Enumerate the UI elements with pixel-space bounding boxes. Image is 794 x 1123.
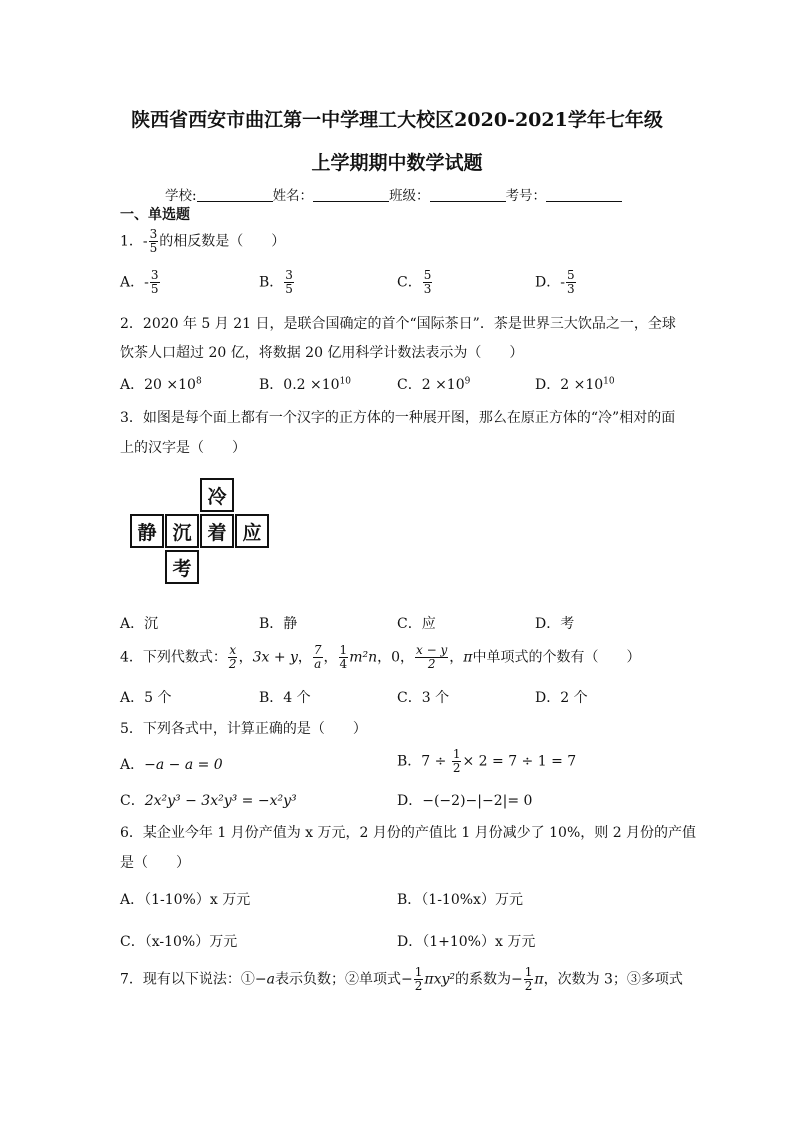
q6-option-d[interactable]: D．（1+10%）x 万元: [397, 934, 536, 950]
q1-denominator: 5: [149, 241, 158, 255]
option-denominator: 5: [285, 282, 293, 296]
expr-3-numerator: 7: [313, 643, 322, 657]
option-numerator: 5: [566, 268, 575, 282]
net-cell-1: 静: [130, 514, 164, 548]
q5-option-a[interactable]: [120, 754, 223, 774]
class-blank[interactable]: [430, 201, 506, 202]
q1-option-a[interactable]: [120, 269, 161, 296]
option-base: 2 ×10: [560, 377, 604, 393]
net-cell-bottom: 考: [165, 550, 199, 584]
q6-option-c[interactable]: C．（x-10%）万元: [120, 934, 238, 950]
option-label: A．: [120, 274, 145, 291]
option-sign: -: [144, 274, 149, 291]
separator: ，: [297, 649, 312, 666]
school-label: 学校:: [165, 188, 197, 204]
option-exponent: 9: [464, 376, 471, 387]
section-heading: 一、单选题: [120, 207, 190, 223]
option-exponent: 8: [195, 376, 202, 387]
question-7: [120, 966, 683, 993]
option-fraction: [284, 269, 294, 296]
option-exponent: 10: [339, 376, 352, 387]
q1-option-b[interactable]: [259, 269, 295, 296]
q1-number: 1．: [120, 233, 143, 250]
option-base: 0.2 ×10: [283, 377, 340, 393]
separator: ，: [238, 649, 253, 666]
separator: ，: [400, 649, 415, 666]
q4-option-b[interactable]: B．4 个: [259, 690, 311, 706]
q5-option-c[interactable]: [120, 790, 297, 810]
q2-option-d[interactable]: [535, 374, 615, 394]
option-label: A．: [120, 757, 145, 773]
expr-2: 3x + y: [252, 649, 298, 666]
q2-option-b[interactable]: [259, 374, 351, 394]
option-label: C．: [397, 274, 422, 291]
expr-1: [228, 644, 238, 671]
q7-monomial: πxy²: [424, 971, 455, 988]
expr-5: 0: [391, 649, 401, 666]
q7-coef-denominator: 2: [524, 979, 533, 993]
expr-6-numerator: x − y: [416, 643, 448, 657]
expr-6-denominator: 2: [427, 657, 436, 671]
q7-coef-numerator: 1: [524, 965, 533, 979]
q5-option-b[interactable]: [397, 748, 576, 775]
option-numerator: 5: [423, 268, 432, 282]
option-expression: −(−2)−|−2|= 0: [422, 793, 533, 809]
expr-6: [415, 644, 448, 671]
q3-option-a[interactable]: A．沉: [120, 616, 159, 632]
option-label: D．: [535, 274, 561, 291]
option-label: C．: [397, 377, 422, 393]
q1-sign: -: [142, 233, 148, 250]
q4-text-end: 中单项式的个数有（ ）: [472, 649, 641, 666]
expr-4-denominator: 4: [339, 657, 348, 671]
school-blank[interactable]: [197, 201, 273, 202]
name-blank[interactable]: [313, 201, 389, 202]
expr-7: π: [463, 649, 473, 666]
separator: ，: [323, 649, 338, 666]
q7-text-mid1: 表示负数；②单项式: [275, 971, 401, 988]
option-denominator: 5: [150, 282, 159, 296]
expr-1-numerator: x: [229, 643, 237, 657]
option-numerator: 1: [452, 747, 461, 761]
question-2-line2: 饮茶人口超过 20 亿，将数据 20 亿用科学计数法表示为（ ）: [120, 345, 524, 361]
q1-option-d[interactable]: [535, 269, 577, 296]
question-1: [120, 228, 285, 255]
page-title-line2: 上学期期中数学试题: [311, 152, 483, 174]
q7-coef-fraction: [524, 966, 534, 993]
option-label: B．: [259, 377, 284, 393]
question-6-line2: 是（ ）: [120, 855, 190, 871]
q3-option-d[interactable]: D．考: [535, 616, 575, 632]
question-6-line1: 6．某企业今年 1 月份产值为 x 万元，2 月份的产值比 1 月份减少了 10%，则 2 月份的产值: [120, 825, 697, 841]
q3-option-c[interactable]: C．应: [397, 616, 436, 632]
q2-option-c[interactable]: [397, 374, 470, 394]
page-title-line1: 陕西省西安市曲江第一中学理工大校区2020-2021学年七年级: [131, 109, 663, 131]
q4-option-d[interactable]: D．2 个: [535, 690, 588, 706]
q1-option-c[interactable]: [397, 269, 433, 296]
expr-4-numerator: 1: [339, 643, 348, 657]
name-label: 姓名：: [272, 188, 314, 204]
option-label: A．: [120, 377, 145, 393]
q3-option-b[interactable]: B．静: [259, 616, 298, 632]
option-fraction: [150, 269, 160, 296]
expr-1-denominator: 2: [228, 657, 237, 671]
q7-coef-sign: −: [511, 971, 523, 988]
option-expression: −a − a = 0: [144, 757, 223, 773]
q7-text-mid2: 的系数为: [455, 971, 511, 988]
option-expression: 2x²y³ − 3x²y³ = −x²y³: [144, 793, 297, 809]
class-label: 班级：: [389, 188, 430, 204]
q7-text-end: ，次数为 3；③多项式: [543, 971, 683, 988]
question-5: 5．下列各式中，计算正确的是（ ）: [120, 721, 367, 737]
exam-no-blank[interactable]: [546, 201, 622, 202]
q1-numerator: 3: [149, 227, 158, 241]
option-label: C．: [120, 793, 145, 809]
option-denominator: 3: [566, 282, 575, 296]
option-base: 20 ×10: [144, 377, 196, 393]
option-label: B．: [397, 753, 422, 770]
q7-coef-pi: π: [534, 971, 544, 988]
option-denominator: 3: [423, 282, 432, 296]
expr-4-var: m²n: [349, 649, 378, 666]
q7-fraction: [414, 966, 424, 993]
net-cell-2: 沉: [165, 514, 199, 548]
q7-numerator: 1: [414, 965, 423, 979]
net-cell-3: 着: [200, 514, 234, 548]
q7-denominator: 2: [414, 979, 423, 993]
q6-option-b[interactable]: B．（1-10%x）万元: [397, 892, 523, 908]
separator: ，: [449, 649, 464, 666]
option-base: 2 ×10: [421, 377, 465, 393]
option-sign: -: [560, 274, 565, 291]
option-denominator: 2: [452, 761, 461, 775]
q4-option-a[interactable]: A．5 个: [120, 690, 172, 706]
q7-text: 7．现有以下说法：①: [120, 971, 255, 988]
exam-no-label: 考号：: [505, 188, 547, 204]
q4-text: 4．下列代数式：: [120, 649, 227, 666]
q2-option-a[interactable]: [120, 374, 202, 394]
question-3-line1: 3．如图是每个面上都有一个汉字的正方体的一种展开图，那么在原正方体的“冷”相对的面: [120, 410, 676, 426]
q1-fraction: [149, 228, 159, 255]
option-label: D．: [535, 377, 561, 393]
net-cell-top: 冷: [200, 478, 234, 512]
option-numerator: 3: [285, 268, 293, 282]
option-expression-post: × 2 = 7 ÷ 1 = 7: [462, 753, 577, 770]
net-cell-4: 应: [235, 514, 269, 548]
option-label: B．: [259, 274, 284, 291]
q5-option-d[interactable]: [397, 790, 532, 810]
expr-3: [313, 644, 323, 671]
option-exponent: 10: [603, 376, 615, 387]
option-fraction: [423, 269, 433, 296]
q6-option-a[interactable]: A．（1-10%）x 万元: [120, 892, 251, 908]
q1-text: 的相反数是（ ）: [159, 233, 286, 250]
separator: ，: [377, 649, 392, 666]
q7-sign: −: [401, 971, 413, 988]
option-fraction: [566, 269, 576, 296]
question-2-line1: 2．2020 年 5 月 21 日，是联合国确定的首个“国际茶日”．茶是世界三大饮品之一，全球: [120, 316, 676, 332]
expr-3-denominator: a: [314, 657, 322, 671]
question-3-line2: 上的汉字是（ ）: [120, 440, 246, 456]
option-label: D．: [397, 793, 423, 809]
option-fraction: [452, 748, 462, 775]
q4-option-c[interactable]: C．3 个: [397, 690, 450, 706]
info-line: [165, 184, 622, 204]
option-numerator: 3: [150, 268, 159, 282]
expr-4-coef: [339, 644, 349, 671]
q7-neg-a: −a: [254, 971, 275, 988]
question-4: [120, 644, 640, 671]
option-expression-pre: 7 ÷: [421, 753, 451, 770]
